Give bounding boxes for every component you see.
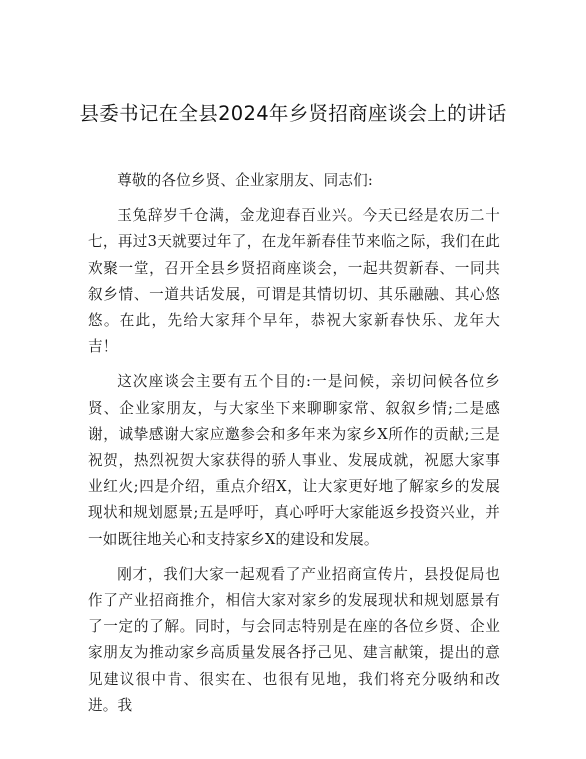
document-body	[88, 168, 500, 728]
document-title: 县委书记在全县2024年乡贤招商座谈会上的讲话	[79, 102, 507, 125]
opening-paragraph: 玉兔辞岁千仓满，金龙迎春百业兴。今天已经是农历二十七，再过3天就要过年了，在龙年新春佳节来临之际，我们在此欢聚一堂，召开全县乡贤招商座谈会，一起共贺新春、一同共叙乡情、一道共话发展，可谓是其情切切、其乐融融、其心悠悠。在此，先给大家拜个早年，恭祝大家新春快乐、龙年大吉！	[88, 207, 500, 356]
salutation-paragraph: 尊敬的各位乡贤、企业家朋友、同志们:	[117, 172, 373, 189]
purpose-paragraph: 这次座谈会主要有五个目的:一是问候，亲切问候各位乡贤、企业家朋友，与大家坐下来聊聊家常、叙叙乡情;二是感谢，诚挚感谢大家应邀参会和多年来为家乡X所作的贡献;三是祝贺，热烈祝贺大家获得的骄人事业、发展成就，祝愿大家事业红火;四是介绍，重点介绍X，让大家更好地了解家乡的发展现状和规划愿景;五是呼吁，真心呼吁大家能返乡投资兴业，并一如既往地关心和支持家乡X的建设和发展。	[88, 373, 500, 548]
review-paragraph: 刚才，我们大家一起观看了产业招商宣传片，县投促局也作了产业招商推介，相信大家对家乡的发展现状和规划愿景有了一定的了解。同时，与会同志特别是在座的各位乡贤、企业家朋友为推动家乡高质量发展各抒己见、建言献策，提出的意见建议很中肯、很实在、也很有见地，我们将充分吸纳和改进。我	[88, 565, 500, 714]
